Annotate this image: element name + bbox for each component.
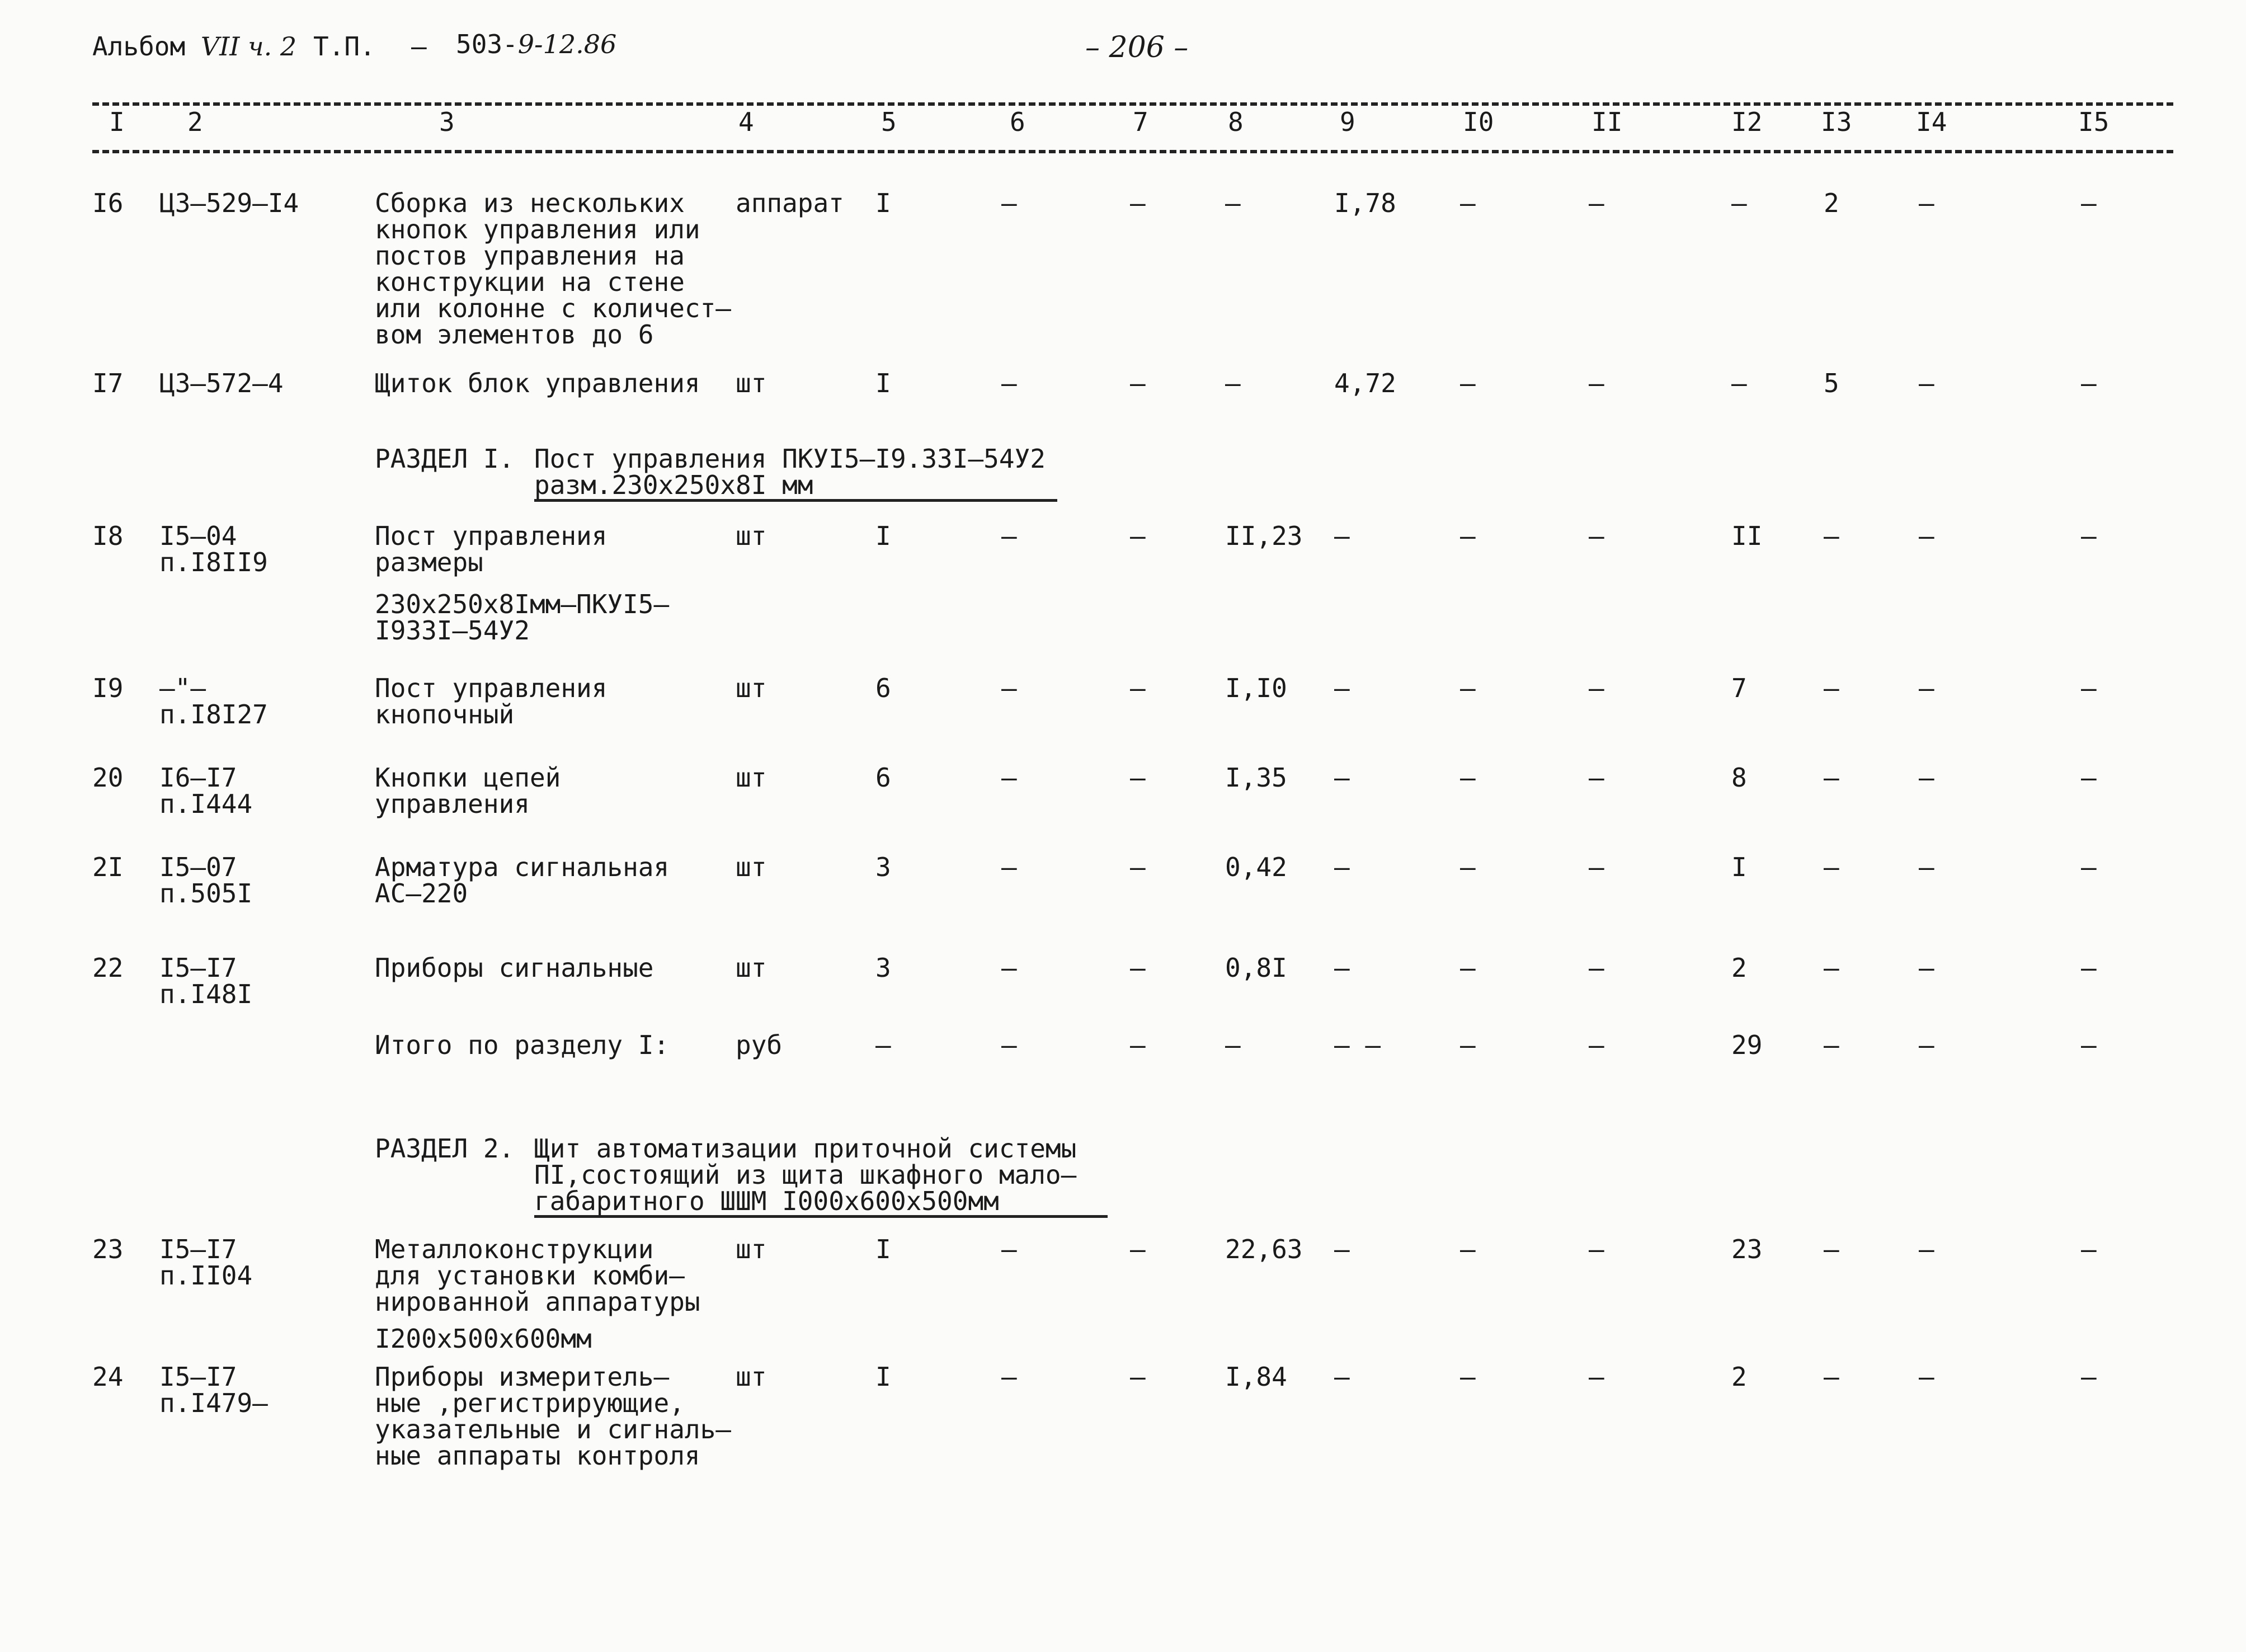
- row-col7: –: [1130, 852, 1146, 882]
- row-name: Приборы измеритель– ные ,регистрирующие, указательные и сигналь– ные аппараты контроля: [375, 1362, 731, 1471]
- col-header-2: 2: [187, 107, 203, 137]
- row-col10: –: [1460, 521, 1476, 551]
- row-col12: 29: [1731, 1030, 1763, 1060]
- row-col15: –: [2081, 1362, 2097, 1392]
- row-col13: –: [1824, 953, 1839, 983]
- row-number: 24: [92, 1362, 124, 1392]
- row-col13: –: [1824, 763, 1839, 793]
- row-col9: –: [1334, 521, 1350, 551]
- row-col7: –: [1130, 953, 1146, 983]
- project-code-handwritten: 9-12.86: [517, 29, 617, 59]
- row-unit: шт: [736, 763, 767, 793]
- row-col10: –: [1460, 1362, 1476, 1392]
- row-name: Пост управления кнопочный: [375, 673, 608, 729]
- row-col14: –: [1919, 953, 1934, 983]
- row-unit: шт: [736, 852, 767, 882]
- row-col8: –: [1225, 188, 1241, 218]
- row-col6: –: [1001, 852, 1017, 882]
- row-col11: –: [1589, 1362, 1604, 1392]
- row-col11: –: [1589, 1030, 1604, 1060]
- header-dash: –: [411, 31, 427, 62]
- col-header-12: I2: [1731, 107, 1763, 137]
- row-col12: 2: [1731, 1362, 1747, 1392]
- row-col9: –: [1334, 953, 1350, 983]
- row-col12: 8: [1731, 763, 1747, 793]
- row-col8: –: [1225, 1030, 1241, 1060]
- row-col13: –: [1824, 1362, 1839, 1392]
- col-header-10: I0: [1463, 107, 1494, 137]
- col-header-13: I3: [1821, 107, 1852, 137]
- row-name: Сборка из нескольких кнопок управления или постов управления на конструкции на стене или колонне с количест– вом элементов до 6: [375, 188, 731, 350]
- row-col6: –: [1001, 953, 1017, 983]
- row-code: I5–07 п.505I: [159, 852, 253, 909]
- row-col6: –: [1001, 763, 1017, 793]
- header-album: [92, 31, 297, 62]
- col-header-9: 9: [1340, 107, 1355, 137]
- section-1-underline: [534, 499, 1057, 502]
- row-col7: –: [1130, 188, 1146, 218]
- section-2-label: РАЗДЕЛ 2.: [375, 1133, 515, 1164]
- row-number: I9: [92, 673, 124, 703]
- row-col10: –: [1460, 188, 1476, 218]
- row-col14: –: [1919, 673, 1934, 703]
- row-name: Кнопки цепей управления: [375, 763, 561, 819]
- col-header-14: I4: [1916, 107, 1947, 137]
- row-col5: I: [875, 521, 891, 551]
- row-col8: I,84: [1225, 1362, 1287, 1392]
- row-name: Металлоконструкции для установки комби– нированной аппаратуры: [375, 1234, 700, 1317]
- row-col8: I,35: [1225, 763, 1287, 793]
- row-name: Приборы сигнальные: [375, 953, 654, 983]
- row-number: 2I: [92, 852, 124, 882]
- section-1-title: Пост управления ПКУI5–I9.ЗЗI–54У2 разм.230х250х8I мм: [534, 444, 1046, 500]
- row-col12: –: [1731, 188, 1747, 218]
- row-col8: 0,42: [1225, 852, 1287, 882]
- row-col15: –: [2081, 521, 2097, 551]
- row-col10: –: [1460, 763, 1476, 793]
- row-col13: –: [1824, 521, 1839, 551]
- row-col5: 3: [875, 852, 891, 882]
- project-code-print: 503-: [456, 29, 518, 59]
- row-col15: –: [2081, 953, 2097, 983]
- row-col14: –: [1919, 368, 1934, 398]
- row-code: I5–I7 п.II04: [159, 1234, 253, 1291]
- row-name: Арматура сигнальная АС–220: [375, 852, 670, 909]
- row-col7: –: [1130, 763, 1146, 793]
- row-col14: –: [1919, 521, 1934, 551]
- col-header-4: 4: [738, 107, 754, 137]
- row-col11: –: [1589, 852, 1604, 882]
- row-col15: –: [2081, 368, 2097, 398]
- row-name-extra: I200х500х600мм: [375, 1324, 592, 1354]
- col-header-6: 6: [1010, 107, 1025, 137]
- row-col15: –: [2081, 188, 2097, 218]
- row-col9: – –: [1334, 1030, 1381, 1060]
- header-rule-top: [92, 102, 2173, 106]
- row-unit: шт: [736, 673, 767, 703]
- row-code: ЦЗ–572–4: [159, 368, 284, 398]
- row-col9: –: [1334, 763, 1350, 793]
- row-unit: шт: [736, 521, 767, 551]
- header-project-code: [456, 31, 616, 58]
- row-col8: 22,63: [1225, 1234, 1303, 1264]
- row-col6: –: [1001, 673, 1017, 703]
- row-unit: аппарат: [736, 188, 844, 218]
- row-col9: –: [1334, 673, 1350, 703]
- row-col15: –: [2081, 852, 2097, 882]
- row-col7: –: [1130, 1030, 1146, 1060]
- col-header-8: 8: [1228, 107, 1244, 137]
- row-unit: шт: [736, 1362, 767, 1392]
- row-col8: II,23: [1225, 521, 1303, 551]
- album-volume: VII ч. 2: [200, 31, 297, 62]
- row-col7: –: [1130, 368, 1146, 398]
- row-col14: –: [1919, 852, 1934, 882]
- row-col10: –: [1460, 1234, 1476, 1264]
- row-col6: –: [1001, 1362, 1017, 1392]
- row-col10: –: [1460, 953, 1476, 983]
- row-col7: –: [1130, 521, 1146, 551]
- row-code: I5–I7 п.I48I: [159, 953, 253, 1009]
- row-col14: –: [1919, 1030, 1934, 1060]
- header-rule-bottom: [92, 150, 2173, 153]
- row-col9: 4,72: [1334, 368, 1396, 398]
- row-number: I8: [92, 521, 124, 551]
- row-col5: 3: [875, 953, 891, 983]
- col-header-1: I: [109, 107, 125, 137]
- row-col5: I: [875, 188, 891, 218]
- row-col10: –: [1460, 852, 1476, 882]
- row-col7: –: [1130, 673, 1146, 703]
- row-number: I6: [92, 188, 124, 218]
- row-col12: I: [1731, 852, 1747, 882]
- row-unit: шт: [736, 368, 767, 398]
- row-col6: –: [1001, 188, 1017, 218]
- row-col9: –: [1334, 1362, 1350, 1392]
- row-name-extra: 230х250х8Iмм–ПКУI5– I9ЗЗI–54У2: [375, 589, 670, 646]
- row-col14: –: [1919, 1362, 1934, 1392]
- row-col10: –: [1460, 673, 1476, 703]
- row-col7: –: [1130, 1362, 1146, 1392]
- row-unit: шт: [736, 1234, 767, 1264]
- row-col6: –: [1001, 1030, 1017, 1060]
- row-number: 22: [92, 953, 124, 983]
- row-col5: I: [875, 1362, 891, 1392]
- row-col11: –: [1589, 188, 1604, 218]
- row-col15: –: [2081, 763, 2097, 793]
- row-col15: –: [2081, 1234, 2097, 1264]
- row-name: Пост управления размеры: [375, 521, 608, 577]
- section-1-label: РАЗДЕЛ I.: [375, 444, 515, 474]
- col-header-11: II: [1591, 107, 1623, 137]
- row-col11: –: [1589, 763, 1604, 793]
- col-header-15: I5: [2078, 107, 2110, 137]
- row-number: 23: [92, 1234, 124, 1264]
- row-col11: –: [1589, 953, 1604, 983]
- row-col5: 6: [875, 673, 891, 703]
- row-col9: I,78: [1334, 188, 1396, 218]
- row-col5: –: [875, 1030, 891, 1060]
- row-col12: II: [1731, 521, 1763, 551]
- row-col7: –: [1130, 1234, 1146, 1264]
- row-code: –"– п.I8I27: [159, 673, 268, 729]
- col-header-7: 7: [1133, 107, 1148, 137]
- row-col12: –: [1731, 368, 1747, 398]
- row-name: Щиток блок управления: [375, 368, 700, 398]
- row-number: I7: [92, 368, 124, 398]
- row-col15: –: [2081, 1030, 2097, 1060]
- row-col13: –: [1824, 1234, 1839, 1264]
- row-col11: –: [1589, 673, 1604, 703]
- row-col13: 5: [1824, 368, 1839, 398]
- row-col11: –: [1589, 368, 1604, 398]
- row-unit: руб: [736, 1030, 783, 1060]
- row-col10: –: [1460, 1030, 1476, 1060]
- row-col8: I,I0: [1225, 673, 1287, 703]
- header-tp: Т.П.: [313, 31, 375, 62]
- col-header-5: 5: [881, 107, 897, 137]
- row-name: Итого по разделу I:: [375, 1030, 670, 1060]
- row-col12: 2: [1731, 953, 1747, 983]
- row-col14: –: [1919, 1234, 1934, 1264]
- row-unit: шт: [736, 953, 767, 983]
- row-col5: I: [875, 368, 891, 398]
- row-col14: –: [1919, 188, 1934, 218]
- col-header-3: 3: [439, 107, 455, 137]
- row-col12: 23: [1731, 1234, 1763, 1264]
- section-2-underline: [534, 1215, 1108, 1218]
- row-code: I5–04 п.I8II9: [159, 521, 268, 577]
- row-col5: I: [875, 1234, 891, 1264]
- row-code: I5–I7 п.I479–: [159, 1362, 268, 1418]
- row-col8: 0,8I: [1225, 953, 1287, 983]
- row-col13: 2: [1824, 188, 1839, 218]
- row-col11: –: [1589, 521, 1604, 551]
- row-code: I6–I7 п.I444: [159, 763, 253, 819]
- album-label: Альбом: [92, 31, 186, 62]
- row-col13: –: [1824, 1030, 1839, 1060]
- row-col13: –: [1824, 673, 1839, 703]
- row-col11: –: [1589, 1234, 1604, 1264]
- row-col15: –: [2081, 673, 2097, 703]
- row-col5: 6: [875, 763, 891, 793]
- row-col8: –: [1225, 368, 1241, 398]
- row-col13: –: [1824, 852, 1839, 882]
- row-col6: –: [1001, 521, 1017, 551]
- row-col12: 7: [1731, 673, 1747, 703]
- page-number: – 206 –: [1085, 31, 1189, 64]
- row-col10: –: [1460, 368, 1476, 398]
- row-col14: –: [1919, 763, 1934, 793]
- section-2-title: Щит автоматизации приточной системы ПI,состоящий из щита шкафного мало– габаритного ШШМ I000х600х500мм: [534, 1133, 1077, 1216]
- row-number: 20: [92, 763, 124, 793]
- row-col6: –: [1001, 368, 1017, 398]
- row-col6: –: [1001, 1234, 1017, 1264]
- row-col9: –: [1334, 852, 1350, 882]
- row-col9: –: [1334, 1234, 1350, 1264]
- row-code: ЦЗ–529–I4: [159, 188, 299, 218]
